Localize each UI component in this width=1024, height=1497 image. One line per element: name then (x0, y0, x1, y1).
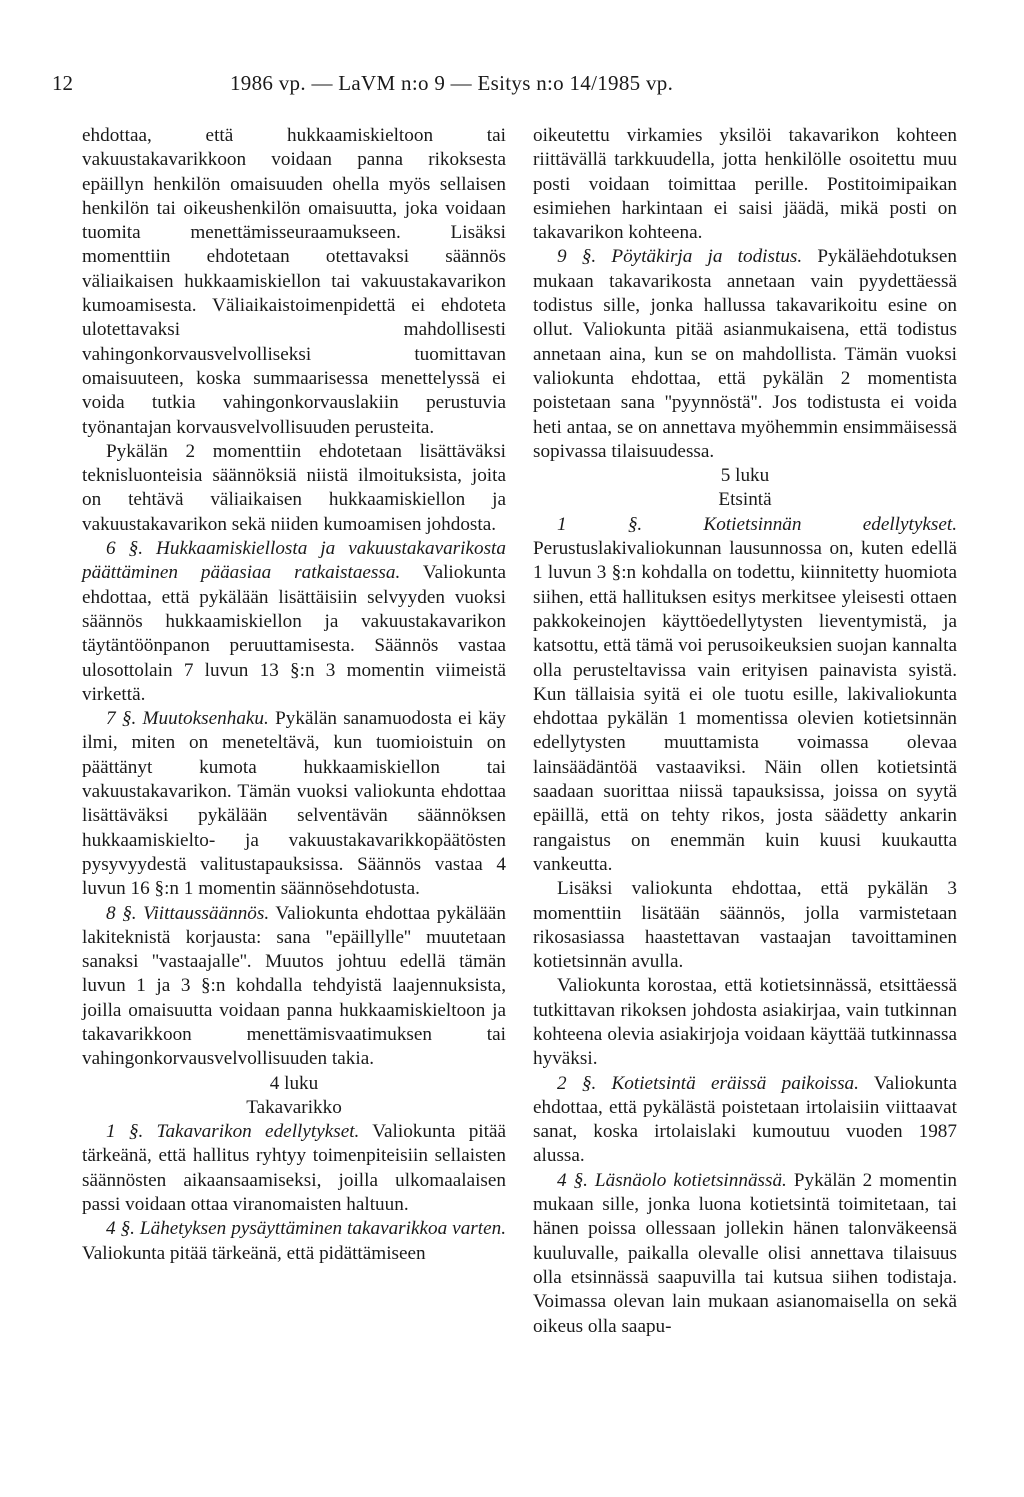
section-paragraph (82, 1217, 506, 1266)
page-header (52, 68, 972, 98)
section-paragraph (82, 1120, 506, 1217)
right-column (533, 124, 957, 1339)
section-paragraph (533, 1169, 957, 1339)
section-heading: 1 §. Kotietsinnän edellytykset. (557, 513, 957, 535)
section-heading: 4 §. Lähetyksen pysäyttäminen takavarikkoa varten. (106, 1218, 506, 1240)
section-body: Pykälän 2 momentin mukaan sille, jonka luona kotietsintä toimitetaan, tai hänen poissa ollessaan jollekin hänen talonväkeensä kuuluvalle, paikalla olevalle olisi annettava tilaisuus olla etsinnässä saapuvilla tai kutsua siihen todistaja. Voimassa olevan lain mukaan asianomaisella on sekä oikeus olla saapu- (533, 1169, 958, 1337)
section-body: Pykäläehdotuksen mukaan takavarikosta annetaan vain pyydettäessä todistus sille, jonka hallussa takavarikoitu esine on ollut. Valiokunta pitää asianmukaisena, että todistus annetaan aina, kun se on mahdollista. Tämän vuoksi valiokunta ehdottaa, että pykälän 2 momentista poistetaan sana ''pyynnöstä''. Jos todistusta ei voida heti antaa, se on annettava myöhemmin ensimmäisessä sopivassa tilaisuudessa. (533, 246, 957, 462)
section-paragraph (533, 245, 957, 464)
section-heading: 8 §. Viittaussäännös. (106, 902, 270, 924)
paragraph: Valiokunta korostaa, että kotietsinnässä, etsittäessä tutkittavan rikoksen johdosta asiakirjaa, vain tutkinnan kohteena olevia asiakirjoja voidaan käyttää tutkinnassa hyväksi. (533, 975, 957, 1070)
page-number: 12 (52, 71, 73, 95)
paragraph: Lisäksi valiokunta ehdottaa, että pykälän 3 momenttiin lisätään säännös, jolla varmistetaan rikosasiassa haastettavan vastaajan tavoittaminen kotietsinnän avulla. (533, 878, 957, 973)
section-heading: 7 §. Muutoksenhaku. (106, 708, 269, 730)
paragraph: ehdottaa, että hukkaamiskieltoon tai vakuustakavarikkoon voidaan panna rikoksesta epäillyn henkilön omaisuuden ohella myös sellaisen henkilön tai oikeushenkilön omaisuutta, joka voidaan tuomita menettämisseuraamukseen. Lisäksi momenttiin ehdotetaan otettavaksi säännös väliaikaisen hukkaamiskiellon tai vakuustakavarikon kumoamisesta. Väliaikaistoimenpidettä ei ehdoteta ulotettavaksi mahdollisesti vahingonkorvausvelvolliseksi tuomittavan omaisuuteen, koska summaarisessa menettelyssä ei voida tutkia vahingonkorvauslakiin perustuvia työnantajan korvausvelvollisuuden perusteita. (82, 125, 506, 438)
section-heading: 6 §. Hukkaamiskiellosta ja vakuustakavarikosta päättäminen pääasiaa ratkaistaessa. (82, 538, 506, 584)
paragraph: Pykälän 2 momenttiin ehdotetaan lisättäväksi teknisluonteisia säännöksiä niistä ilmoituksista, joita on tehtävä väliaikaisen hukkaamiskiellon ja vakuustakavarikon sekä niiden kumoamisen johdosta. (82, 440, 506, 535)
section-body: Valiokunta ehdottaa pykälään lakiteknistä korjausta: sana ''epäillylle'' muutetaan sanaksi ''vastaajalle''. Muutos johtuu edellä tämän luvun 1 ja 3 §:n kohdalla tehdyistä laajennuksista, joilla omaisuutta voidaan panna hukkaamiskieltoon ja takavarikkoon menettämisvaatimuksen tai vahingonkorvausvelvollisuuden takia. (82, 902, 506, 1070)
left-column (82, 124, 506, 1266)
section-paragraph (533, 513, 957, 877)
section-body: Valiokunta pitää tärkeänä, että hallitus ryhtyy toimenpiteisiin sellaisten säännösten aikaansaamiseksi, joilla ulkomaalaisen passi voidaan ottaa viranomaisten haltuun. (82, 1121, 506, 1216)
section-heading: 2 §. Kotietsintä eräissä paikoissa. (557, 1072, 859, 1094)
chapter-title: Etsintä (718, 489, 772, 511)
section-body: Valiokunta pitää tärkeänä, että pidättämiseen (82, 1242, 426, 1264)
section-paragraph (82, 902, 506, 1072)
chapter-number: 5 luku (720, 465, 770, 487)
section-paragraph (82, 537, 506, 707)
section-heading: 1 §. Takavarikon edellytykset. (106, 1121, 360, 1143)
chapter-number: 4 luku (269, 1072, 319, 1094)
chapter-title: Takavarikko (246, 1096, 342, 1118)
section-heading: 4 §. Läsnäolo kotietsinnässä. (557, 1169, 787, 1191)
section-paragraph (533, 1072, 957, 1169)
section-paragraph (82, 707, 506, 901)
section-body: Pykälän sanamuodosta ei käy ilmi, miten on meneteltävä, kun tuomioistuin on päättänyt kumota hukkaamiskiellon tai vakuustakavarikon. Tämän vuoksi valiokunta ehdottaa lisättäväksi pykälään selventävän säännöksen hukkaamiskielto- ja vakuustakavarikkopäätösten pysyvyydestä valitustapauksissa. Säännös vastaa 4 luvun 16 §:n 1 momentin säännösehdotusta. (82, 708, 507, 900)
section-body: Valiokunta ehdottaa, että pykälästä poistetaan irtolaisiin viittaavat sanat, koska irtolaislaki kumoutuu vuoden 1987 alussa. (533, 1072, 958, 1167)
section-body: Perustuslakivaliokunnan lausunnossa on, kuten edellä 1 luvun 3 §:n kohdalla on todettu, kiinnitetty huomiota siihen, että hallituksen esitys merkitsee yleisesti ottaen pakkokeinojen käyttöedellytysten lieventymistä, ja katsottu, että tämä voi perusoikeuksien suojan kannalta olla perusteltavissa vain erityisen painavista syistä. Kun tällaisia syitä ei ole tuotu esille, lakivaliokunta ehdottaa pykälän 1 momentissa olevien kotietsinnän edellytysten muuttamista voimassa olevaa lainsäädäntöä vastaaviksi. Näin ollen kotietsintä saadaan suorittaa niissä tapauksissa, joissa on syytä epäillä, että on tehty rikos, josta säädetty ankarin rangaistus on enemmän kuin kuusi kuukautta vankeutta. (533, 538, 957, 875)
section-body: Valiokunta ehdottaa, että pykälään lisättäisiin selvyyden vuoksi säännös hukkaamiskiellon ja vakuustakavarikon täytäntöönpanon peruuttamisesta. Säännös vastaa ulosottolain 7 luvun 13 §:n 3 momentin viimeistä virkettä. (82, 562, 506, 705)
paragraph: oikeutettu virkamies yksilöi takavarikon kohteen riittävällä tarkkuudella, jotta henkilölle osoitettu muu posti voidaan toimittaa perille. Postitoimipaikan esimiehen harkintaan ei saisi jäädä, mikä posti on takavarikon kohteena. (533, 125, 957, 244)
header-title: 1986 vp. — LaVM n:o 9 — Esitys n:o 14/1985 vp. (230, 71, 674, 95)
section-heading: 9 §. Pöytäkirja ja todistus. (557, 246, 803, 268)
